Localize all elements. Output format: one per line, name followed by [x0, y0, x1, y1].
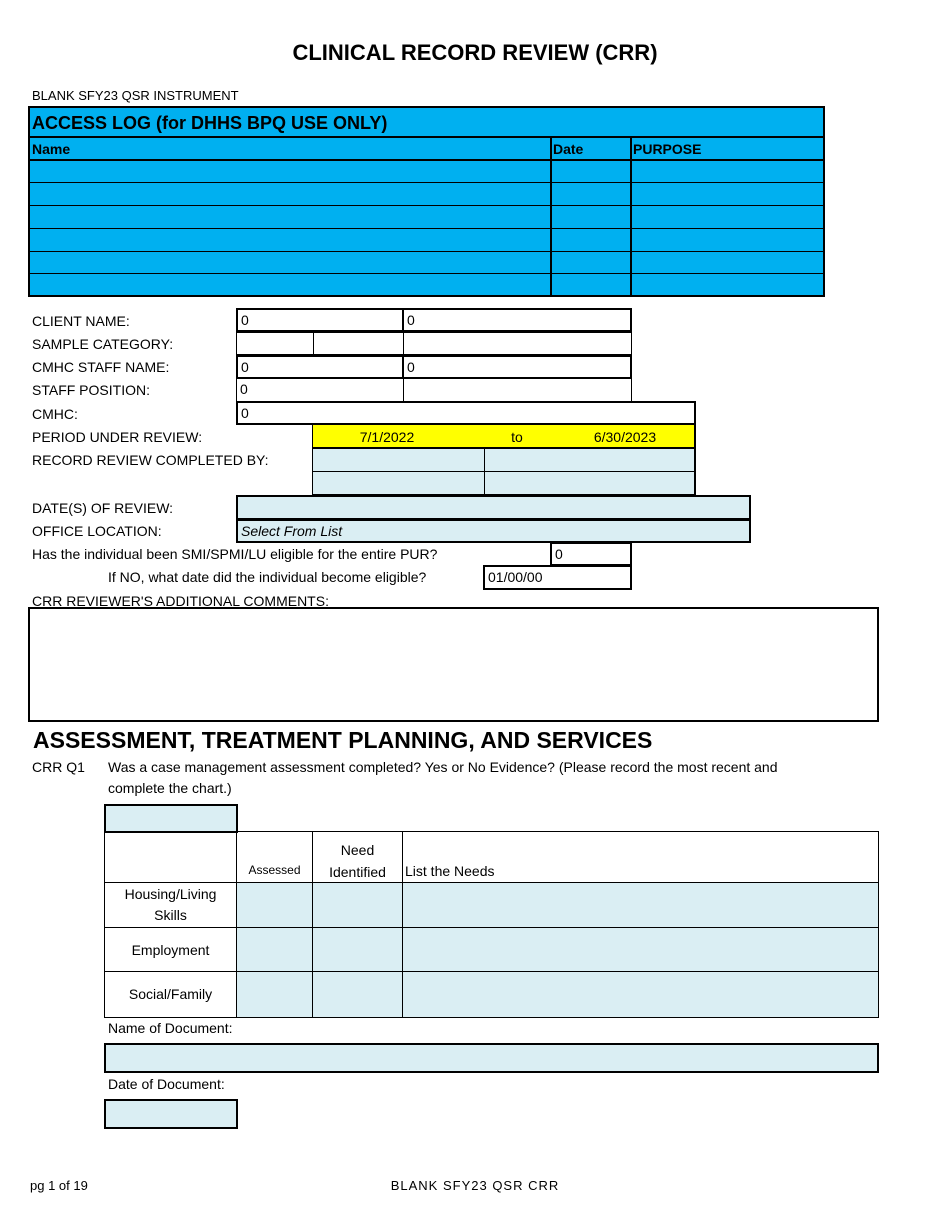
col-need-line-1: Need	[340, 842, 375, 858]
sample-category-field-2[interactable]	[313, 332, 404, 355]
completed-by-field-4[interactable]	[484, 471, 696, 495]
table-row[interactable]	[28, 182, 825, 183]
cmhc-staff-name-field-1[interactable]: 0	[236, 355, 404, 379]
instrument-label: BLANK SFY23 QSR INSTRUMENT	[32, 88, 239, 103]
client-name-label: CLIENT NAME:	[32, 313, 130, 329]
sample-category-label: SAMPLE CATEGORY:	[32, 336, 174, 352]
table-row[interactable]	[28, 273, 825, 274]
doc-name-field[interactable]	[104, 1043, 879, 1073]
eligible-date-field[interactable]: 01/00/00	[483, 565, 632, 590]
doc-date-field[interactable]	[104, 1099, 238, 1129]
col-need-identified	[313, 839, 402, 883]
cmhc-staff-name-field-2[interactable]: 0	[402, 355, 632, 379]
question-id: CRR Q1	[32, 759, 85, 775]
employment-assessed-cell[interactable]	[237, 928, 312, 971]
doc-date-label: Date of Document:	[108, 1076, 225, 1092]
cmhc-label: CMHC:	[32, 406, 78, 422]
period-label: PERIOD UNDER REVIEW:	[32, 429, 203, 445]
smi-eligible-field[interactable]: 0	[550, 542, 632, 566]
section-heading: ASSESSMENT, TREATMENT PLANNING, AND SERVICES	[33, 727, 653, 753]
row-label-employment: Employment	[131, 942, 210, 958]
table-row[interactable]	[28, 205, 825, 206]
comments-label: CRR REVIEWER'S ADDITIONAL COMMENTS:	[32, 593, 329, 609]
smi-eligible-label: Has the individual been SMI/SPMI/LU eligible for the entire PUR?	[32, 546, 438, 562]
footer-center: BLANK SFY23 QSR CRR	[390, 1178, 560, 1193]
completed-by-field-2[interactable]	[484, 448, 696, 472]
completed-by-label: RECORD REVIEW COMPLETED BY:	[32, 452, 269, 468]
row-label-line-2: Skills	[154, 907, 187, 923]
period-to: to	[511, 429, 523, 445]
social-list-cell[interactable]	[403, 972, 878, 1017]
dates-of-review-label: DATE(S) OF REVIEW:	[32, 500, 174, 516]
housing-need-cell[interactable]	[313, 883, 402, 927]
period-end: 6/30/2023	[593, 429, 657, 445]
row-label-housing	[105, 884, 236, 926]
staff-position-field-2[interactable]	[403, 378, 632, 402]
staff-position-field[interactable]: 0	[236, 378, 404, 402]
employment-need-cell[interactable]	[313, 928, 402, 971]
col-assessed: Assessed	[248, 863, 301, 877]
completed-by-field-1[interactable]	[312, 448, 486, 472]
question-text-1: Was a case management assessment completed? Yes or No Evidence? (Please record the most recent and	[108, 759, 778, 775]
q1-answer-field[interactable]	[104, 804, 238, 833]
page-number: pg 1 of 19	[30, 1178, 88, 1193]
col-purpose-header: PURPOSE	[633, 141, 702, 157]
client-name-field-2[interactable]: 0	[402, 308, 632, 332]
col-need-line-2: Identified	[329, 864, 386, 880]
cmhc-staff-name-label: CMHC STAFF NAME:	[32, 359, 170, 375]
period-start: 7/1/2022	[359, 429, 415, 445]
col-list-needs: List the Needs	[405, 863, 495, 879]
eligible-date-label: If NO, what date did the individual become eligible?	[108, 569, 427, 585]
page-title: CLINICAL RECORD REVIEW (CRR)	[292, 40, 658, 65]
office-location-label: OFFICE LOCATION:	[32, 523, 162, 539]
access-log-heading: ACCESS LOG (for DHHS BPQ USE ONLY)	[32, 113, 388, 133]
table-row[interactable]	[28, 251, 825, 252]
housing-list-cell[interactable]	[403, 883, 878, 927]
row-label-line-1: Housing/Living	[124, 886, 217, 902]
cmhc-field[interactable]: 0	[236, 401, 696, 425]
dates-of-review-field[interactable]	[236, 495, 751, 520]
social-assessed-cell[interactable]	[237, 972, 312, 1017]
social-need-cell[interactable]	[313, 972, 402, 1017]
staff-position-label: STAFF POSITION:	[32, 382, 150, 398]
row-label-social: Social/Family	[128, 986, 213, 1002]
sample-category-field-3[interactable]	[403, 332, 632, 355]
col-name-header: Name	[32, 141, 71, 157]
col-date-header: Date	[553, 141, 584, 157]
office-location-select[interactable]: Select From List	[236, 519, 751, 543]
employment-list-cell[interactable]	[403, 928, 878, 971]
comments-textarea[interactable]	[28, 607, 879, 722]
completed-by-field-3[interactable]	[312, 471, 486, 495]
doc-name-label: Name of Document:	[108, 1020, 233, 1036]
sample-category-field-1[interactable]	[236, 332, 314, 355]
question-text-2: complete the chart.)	[108, 780, 232, 796]
client-name-field-1[interactable]: 0	[236, 308, 404, 332]
housing-assessed-cell[interactable]	[237, 883, 312, 927]
table-row[interactable]	[28, 228, 825, 229]
